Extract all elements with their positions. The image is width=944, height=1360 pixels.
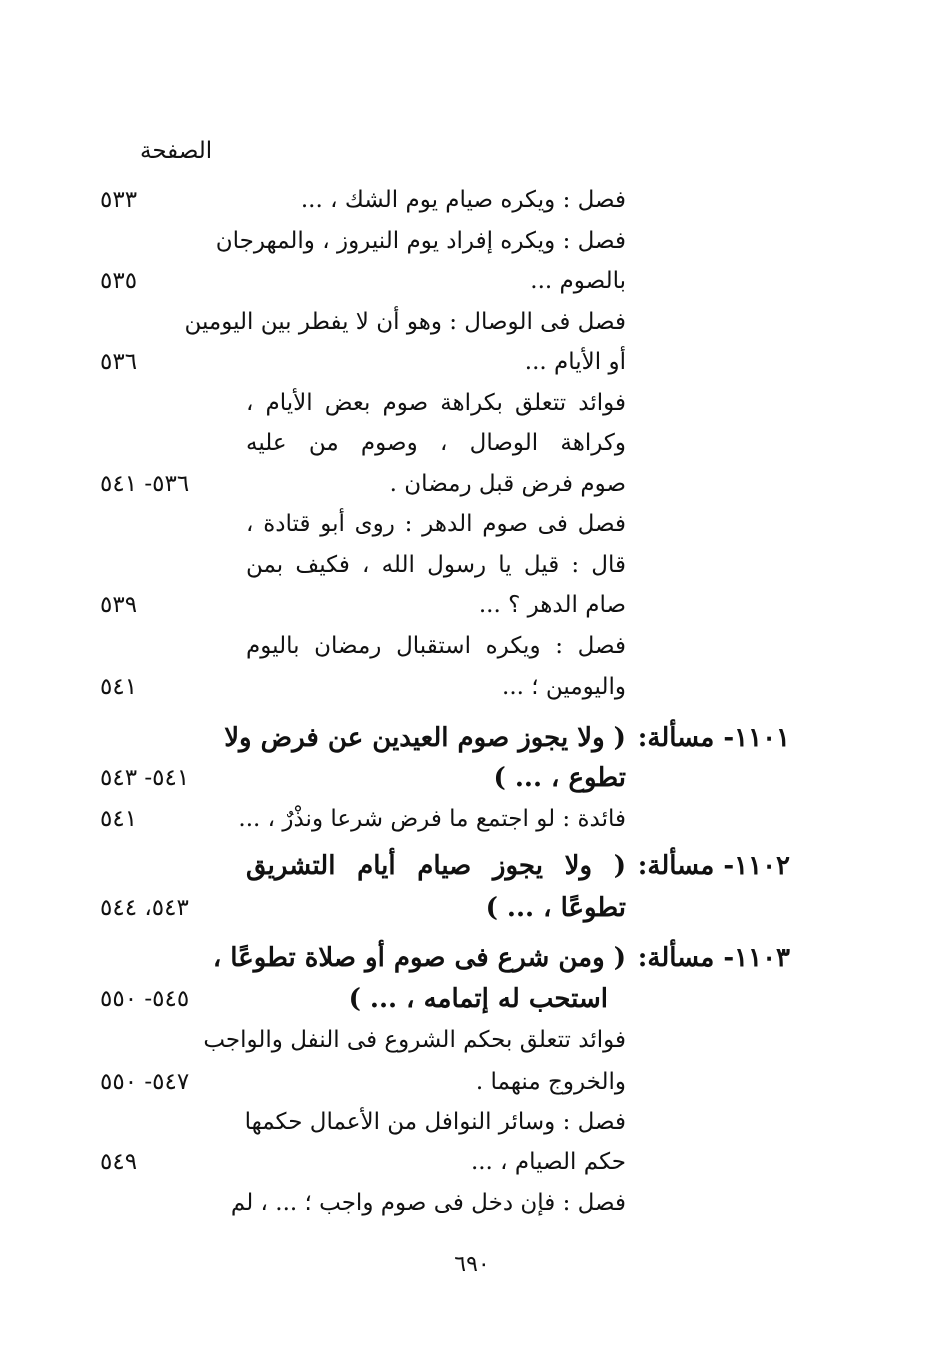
entry-page: ٥٣٦	[100, 349, 138, 375]
index-entry	[0, 180, 944, 220]
index-entry	[0, 799, 944, 839]
entry-text: حكم الصيام ، ...	[470, 1149, 626, 1175]
entry-page	[100, 846, 240, 886]
index-entry	[0, 261, 944, 301]
entry-page: ٥٤١	[100, 806, 138, 832]
index-entry	[0, 423, 944, 463]
page-number: ٦٩٠	[454, 1252, 490, 1277]
entry-text: والخروج منهما .	[475, 1069, 626, 1095]
entry-text: فصل : ويكره استقبال رمضان باليوم	[246, 633, 626, 659]
index-entry	[0, 1020, 944, 1060]
index-entry	[0, 302, 944, 342]
entry-page	[100, 718, 240, 758]
index-entry	[0, 979, 944, 1019]
entry-issue-label: ١١٠٢- مسألة:	[637, 851, 790, 881]
entry-text: بالصوم ...	[530, 268, 626, 294]
entry-page	[100, 504, 240, 544]
index-entry	[0, 1062, 944, 1102]
entry-page	[100, 1102, 240, 1142]
entry-page	[100, 221, 240, 261]
entry-page	[100, 626, 240, 666]
entry-text: تطوعًا ، ... )	[485, 893, 626, 923]
entry-page: ٥٣٦- ٥٤١	[100, 471, 190, 497]
entry-text: فوائد تتعلق بحكم الشروع فى النفل والواجب	[203, 1027, 626, 1053]
entry-text: فصل فى صوم الدهر : روى أبو قتادة ،	[246, 511, 626, 537]
index-entry	[0, 464, 944, 504]
index-entry	[0, 1142, 944, 1182]
entry-text: فوائد تتعلق بكراهة صوم بعض الأيام ،	[246, 390, 626, 416]
index-entry	[0, 504, 944, 544]
entry-text: فصل : فإن دخل فى صوم واجب ؛ ... ، لم	[230, 1190, 626, 1216]
index-entry	[0, 545, 944, 585]
index-entry	[0, 846, 944, 886]
entry-page: ٥٣٥	[100, 268, 138, 294]
entry-issue-label: ١١٠٣- مسألة:	[637, 943, 790, 973]
entry-text: فصل : ويكره إفراد يوم النيروز ، والمهرجان	[215, 228, 626, 254]
entry-text: استحب له إتمامه ، ... )	[348, 984, 608, 1014]
entry-page: ٥٣٣	[100, 187, 138, 213]
index-entry	[0, 667, 944, 707]
entry-text: أو الأيام ...	[524, 349, 626, 375]
entry-page: ٥٤٥- ٥٥٠	[100, 986, 190, 1012]
entry-text: صوم فرض قبل رمضان .	[389, 471, 626, 497]
entry-text: وكراهة الوصال ، وصوم من عليه	[246, 430, 626, 456]
entry-issue-label: ١١٠١- مسألة:	[637, 723, 790, 753]
index-entry	[0, 718, 944, 758]
page-column-header: الصفحة	[140, 138, 213, 164]
entry-text: ( ولا يجوز صوم العيدين عن فرض ولا	[224, 723, 626, 753]
index-entry	[0, 888, 944, 928]
entry-page: ٥٣٩	[100, 592, 138, 618]
entry-page	[100, 1020, 240, 1060]
entry-text: فصل فى الوصال : وهو أن لا يفطر بين اليومين	[184, 309, 626, 335]
entry-page: ٥٤٩	[100, 1149, 138, 1175]
index-entry	[0, 1183, 944, 1223]
entry-text: قال : قيل يا رسول الله ، فكيف بمن	[246, 552, 626, 578]
index-entry	[0, 758, 944, 798]
entry-page	[100, 423, 240, 463]
entry-text: صام الدهر ؟ ...	[478, 592, 626, 618]
entry-text: ( ولا يجوز صيام أيام التشريق	[246, 851, 626, 881]
index-entry	[0, 383, 944, 423]
entry-page	[100, 545, 240, 585]
entry-text: تطوع ، ... )	[493, 763, 626, 793]
entry-page: ٥٤٣، ٥٤٤	[100, 895, 189, 921]
index-entry	[0, 626, 944, 666]
entry-text: فصل : ويكره صيام يوم الشك ، ...	[300, 187, 626, 213]
entry-text: فائدة : لو اجتمع ما فرض شرعا ونذْرٌ ، ...	[238, 806, 626, 832]
entry-page	[100, 383, 240, 423]
entry-page: ٥٤١- ٥٤٣	[100, 765, 190, 791]
entry-page	[100, 938, 240, 978]
index-entry	[0, 342, 944, 382]
index-entry	[0, 1102, 944, 1142]
index-entry	[0, 938, 944, 978]
index-entry	[0, 221, 944, 261]
entry-text: واليومين ؛ ...	[502, 674, 626, 700]
entry-text: فصل : وسائر النوافل من الأعمال حكمها	[244, 1109, 626, 1135]
entry-page	[100, 302, 240, 342]
entry-page: ٥٤٧- ٥٥٠	[100, 1069, 190, 1095]
entry-page: ٥٤١	[100, 674, 138, 700]
entry-text: ( ومن شرع فى صوم أو صلاة تطوعًا ،	[212, 943, 626, 973]
entry-page	[100, 1183, 240, 1223]
index-entry	[0, 585, 944, 625]
